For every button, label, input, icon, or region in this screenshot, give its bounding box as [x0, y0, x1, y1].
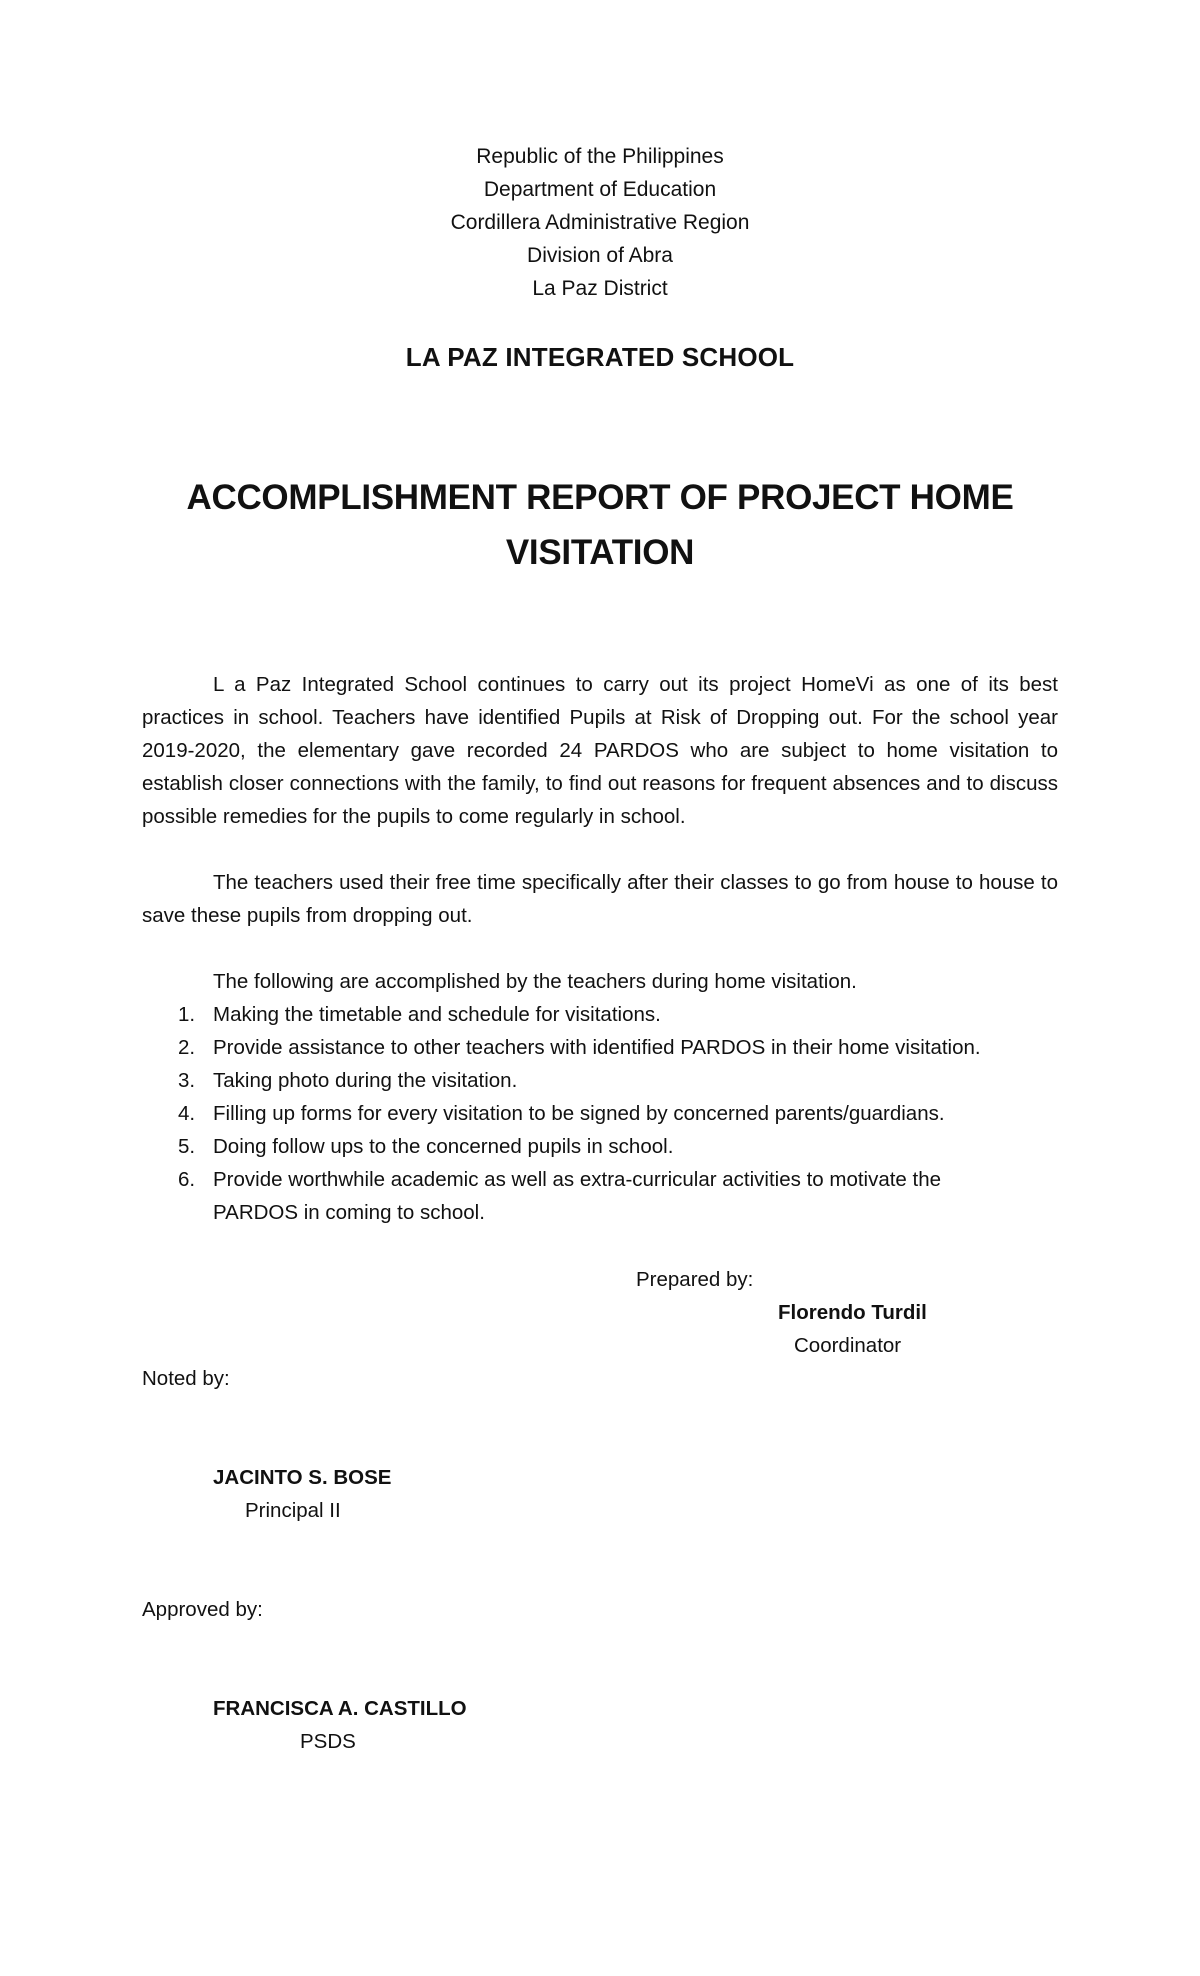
list-item	[142, 998, 1058, 1031]
list-item-number: 4.	[178, 1102, 196, 1125]
letterhead-line-division: Division of Abra	[527, 244, 673, 267]
noted-by-label: Noted by:	[142, 1367, 230, 1390]
list-item-text: Doing follow ups to the concerned pupils in school.	[213, 1135, 674, 1158]
school-name: LA PAZ INTEGRATED SCHOOL	[405, 342, 795, 372]
accomplishment-list	[142, 998, 1058, 1229]
list-item	[142, 1064, 1058, 1097]
list-item	[142, 1163, 1058, 1229]
list-item-number: 3.	[178, 1069, 196, 1092]
list-item	[142, 1130, 1058, 1163]
approved-by-role: PSDS	[300, 1730, 356, 1753]
letterhead-line-district: La Paz District	[532, 277, 668, 300]
list-item-number: 1.	[178, 1003, 196, 1026]
list-item-number: 6.	[178, 1168, 196, 1191]
report-title	[150, 470, 1050, 580]
list-item-text: Provide assistance to other teachers with identified PARDOS in their home visitation.	[213, 1036, 981, 1059]
prepared-by-label: Prepared by:	[636, 1268, 754, 1291]
letterhead-line-republic: Republic of the Philippines	[476, 145, 724, 168]
list-item-number: 5.	[178, 1135, 196, 1158]
paragraph-free-time: The teachers used their free time specifically after their classes to go from house to house to save these pupils from dropping out.	[142, 871, 1058, 927]
list-item-number: 2.	[178, 1036, 196, 1059]
prepared-by-role: Coordinator	[794, 1334, 902, 1357]
approved-by-label: Approved by:	[142, 1598, 263, 1621]
letterhead	[0, 140, 1200, 305]
prepared-by-name: Florendo Turdil	[778, 1301, 927, 1324]
approved-by-name: FRANCISCA A. CASTILLO	[213, 1697, 467, 1720]
list-intro: The following are accomplished by the teachers during home visitation.	[213, 970, 857, 993]
paragraph-intro: L a Paz Integrated School continues to carry out its project HomeVi as one of its best practices in school. Teachers have identified Pupils at Risk of Dropping out. For the school year 2019-2020, the elementary gave recorded 24 PARDOS who are subject to home visitation to establish closer connections with the family, to find out reasons for frequent absences and to discuss possible remedies for the pupils to come regularly in school.	[142, 673, 1058, 828]
list-item	[142, 1097, 1058, 1130]
letterhead-line-region: Cordillera Administrative Region	[450, 211, 750, 234]
report-title-line-2: VISITATION	[505, 533, 695, 572]
list-item-text: Making the timetable and schedule for visitations.	[213, 1003, 661, 1026]
list-item	[142, 1031, 1058, 1064]
noted-by-role: Principal II	[245, 1499, 341, 1522]
noted-by-name: JACINTO S. BOSE	[213, 1466, 392, 1489]
list-item-text: Taking photo during the visitation.	[213, 1069, 518, 1092]
report-title-line-1: ACCOMPLISHMENT REPORT OF PROJECT HOME	[186, 478, 1014, 517]
list-item-text: Filling up forms for every visitation to be signed by concerned parents/guardians.	[213, 1102, 945, 1125]
list-item-text: Provide worthwhile academic as well as extra-curricular activities to motivate the PARDOS in coming to school.	[213, 1168, 942, 1224]
letterhead-line-department: Department of Education	[483, 178, 717, 201]
